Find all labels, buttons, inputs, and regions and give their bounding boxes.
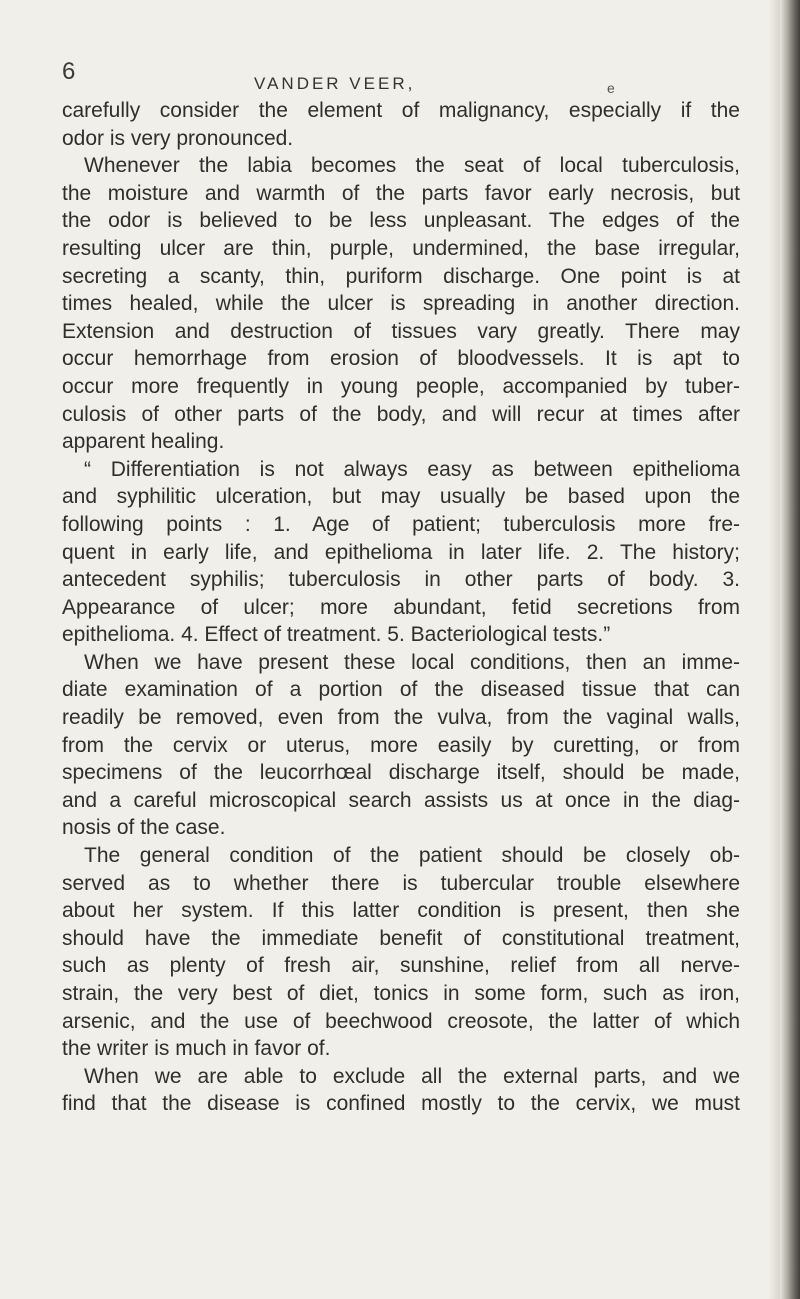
- text-line: find that the disease is confined mostly to the cervix, we must: [62, 1092, 740, 1116]
- text-line: nosis of the case.: [62, 816, 226, 840]
- text-line: strain, the very best of diet, tonics in some form, such as iron,: [62, 982, 740, 1005]
- text-line: quent in early life, and epithelioma in later life. 2. The history;: [62, 540, 740, 564]
- running-title: VANDER VEER,: [254, 74, 416, 93]
- text-line: served as to whether there is tubercular trouble elsewhere: [62, 871, 740, 895]
- text-line: from the cervix or uterus, more easily by curetting, or from: [62, 733, 740, 757]
- text-line: odor is very pronounced.: [62, 126, 294, 150]
- text-line: about her system. If this latter condition is present, then she: [62, 899, 740, 923]
- body-text: [62, 97, 740, 1118]
- text-line: The general condition of the patient should be closely ob-: [84, 844, 740, 868]
- text-line: such as plenty of fresh air, sunshine, relief from all nerve-: [62, 954, 740, 978]
- text-line: “ Differentiation is not always easy as between epithelioma: [84, 457, 740, 481]
- text-line: the odor is believed to be less unpleasant. The edges of the: [62, 209, 740, 233]
- text-line: arsenic, and the use of beechwood creosote, the latter of which: [62, 1009, 740, 1033]
- binding-edge: [780, 0, 800, 1299]
- text-line: epithelioma. 4. Effect of treatment. 5. Bacteriological tests.”: [62, 623, 611, 647]
- text-line: apparent healing.: [62, 430, 225, 454]
- text-line: occur more frequently in young people, accompanied by tuber-: [62, 374, 740, 398]
- text-line: readily be removed, even from the vulva, from the vaginal walls,: [62, 706, 740, 730]
- text-line: secreting a scanty, thin, puriform discharge. One point is at: [62, 264, 740, 288]
- text-line: Extension and destruction of tissues vary greatly. There may: [62, 319, 740, 343]
- text-line: Whenever the labia becomes the seat of local tuberculosis,: [84, 154, 740, 178]
- text-line: times healed, while the ulcer is spreading in another direction.: [62, 292, 740, 316]
- text-line: When we are able to exclude all the external parts, and we: [84, 1064, 740, 1088]
- text-line: Appearance of ulcer; more abundant, fetid secretions from: [62, 595, 740, 619]
- text-line: occur hemorrhage from erosion of bloodvessels. It is apt to: [62, 347, 740, 371]
- printer-mark: e: [607, 80, 615, 96]
- text-line: should have the immediate benefit of constitutional treatment,: [62, 926, 740, 950]
- binding-shadow: [768, 0, 780, 1299]
- text-line: resulting ulcer are thin, purple, undermined, the base irregular,: [62, 236, 740, 260]
- text-line: antecedent syphilis; tuberculosis in other parts of body. 3.: [62, 568, 740, 592]
- page-number: 6: [62, 58, 76, 85]
- text-line: and a careful microscopical search assists us at once in the diag-: [62, 788, 740, 812]
- text-line: diate examination of a portion of the diseased tissue that can: [62, 678, 740, 702]
- text-line: specimens of the leucorrhœal discharge itself, should be made,: [62, 761, 740, 785]
- text-line: When we have present these local conditions, then an imme-: [84, 650, 740, 674]
- text-line: following points : 1. Age of patient; tuberculosis more fre-: [62, 512, 740, 536]
- text-line: and syphilitic ulceration, but may usually be based upon the: [62, 485, 740, 509]
- text-line: culosis of other parts of the body, and will recur at times after: [62, 402, 740, 426]
- text-line: carefully consider the element of malignancy, especially if the: [62, 99, 740, 122]
- text-line: the writer is much in favor of.: [62, 1037, 331, 1061]
- text-line: the moisture and warmth of the parts favor early necrosis, but: [62, 181, 740, 205]
